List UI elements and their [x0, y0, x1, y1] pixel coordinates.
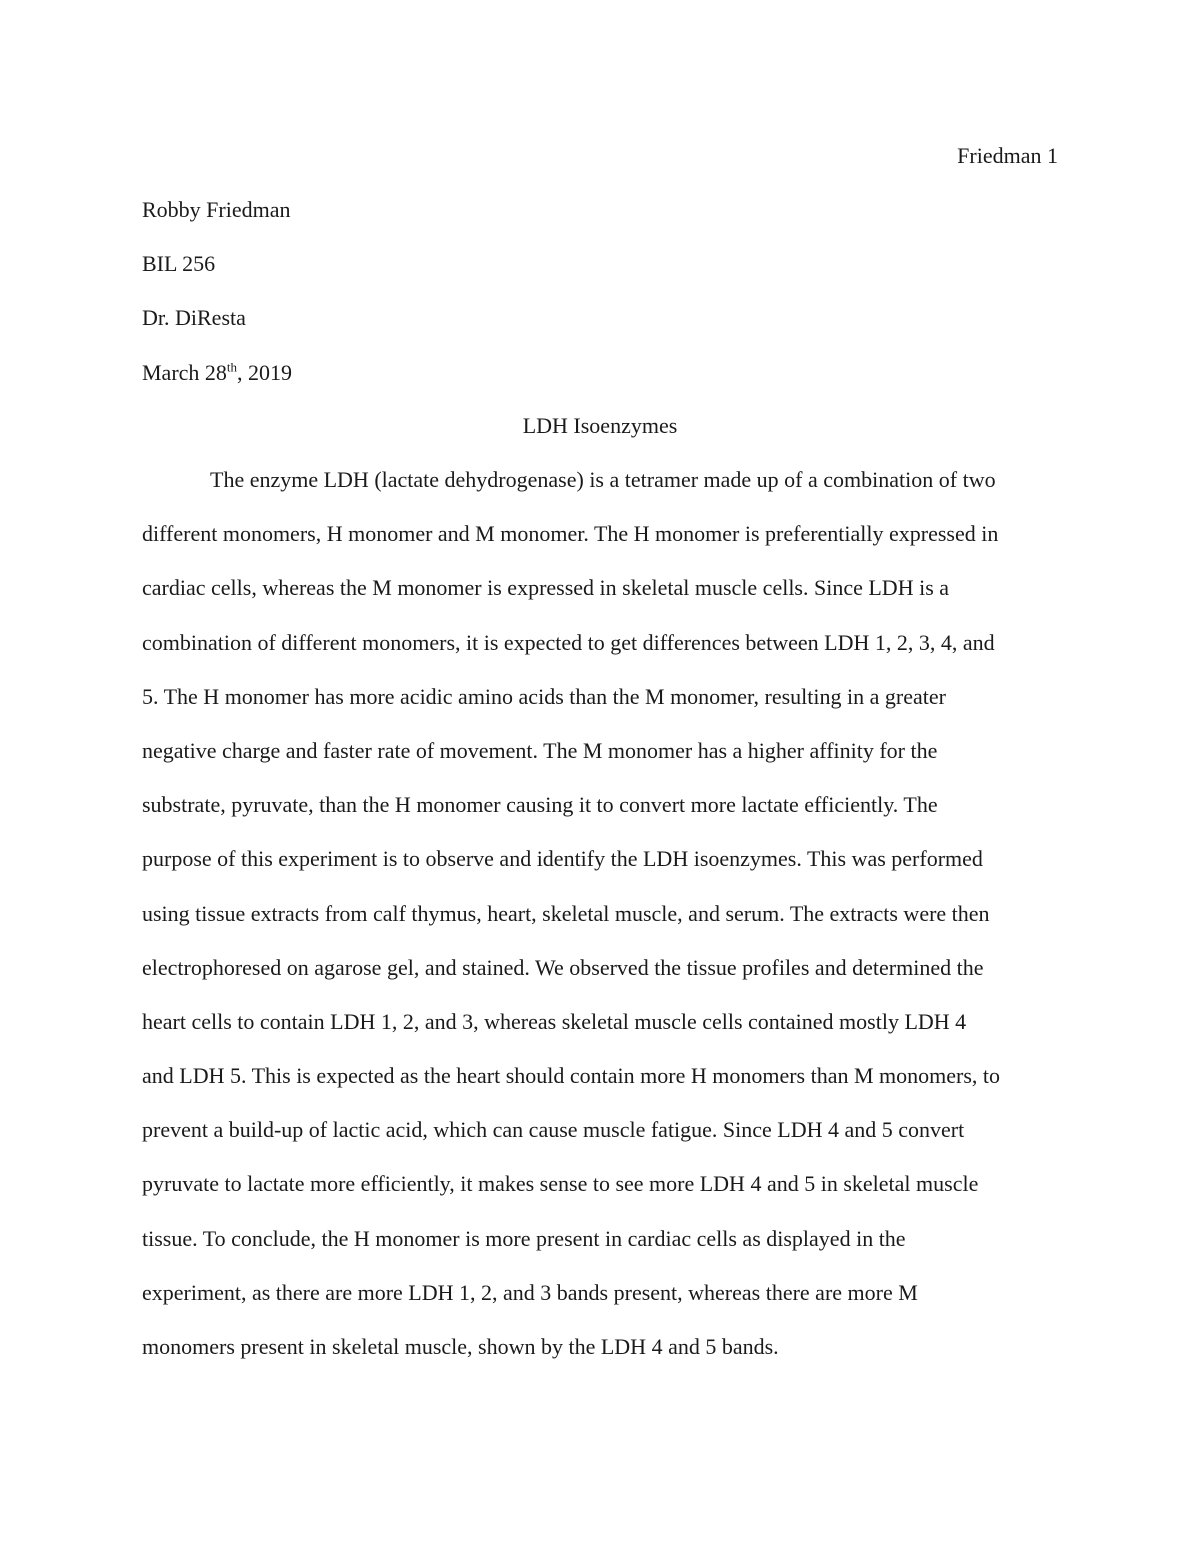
body-line: experiment, as there are more LDH 1, 2, and 3 bands present, whereas there are more M [142, 1279, 918, 1305]
body-line: purpose of this experiment is to observe and identify the LDH isoenzymes. This was performed [142, 846, 983, 872]
date-line [142, 359, 1062, 413]
course-name: BIL 256 [142, 251, 216, 277]
instructor-name: Dr. DiResta [142, 305, 246, 331]
body-line: monomers present in skeletal muscle, shown by the LDH 4 and 5 bands. [142, 1334, 779, 1359]
body-line: prevent a build-up of lactic acid, which can cause muscle fatigue. Since LDH 4 and 5 convert [142, 1117, 965, 1143]
mla-heading [142, 196, 1062, 413]
body-line: substrate, pyruvate, than the H monomer causing it to convert more lactate efficiently. The [142, 792, 938, 818]
body-line: heart cells to contain LDH 1, 2, and 3, whereas skeletal muscle cells contained mostly LDH 4 [142, 1008, 967, 1034]
date-ordinal-suffix: th [226, 359, 238, 375]
body-line: different monomers, H monomer and M monomer. The H monomer is preferentially expressed in [142, 521, 999, 547]
document-title: LDH Isoenzymes [522, 413, 678, 438]
body-line: negative charge and faster rate of movement. The M monomer has a higher affinity for the [142, 737, 938, 763]
body-paragraph [142, 466, 1062, 1387]
body-line: and LDH 5. This is expected as the heart should contain more H monomers than M monomers, to [142, 1063, 1001, 1089]
body-line: The enzyme LDH (lactate dehydrogenase) is a tetramer made up of a combination of two [210, 467, 996, 492]
author-name: Robby Friedman [142, 197, 291, 222]
body-line: combination of different monomers, it is expected to get differences between LDH 1, 2, 3, 4, and [142, 629, 995, 655]
date-main: March 28 [142, 359, 227, 385]
body-line: using tissue extracts from calf thymus, heart, skeletal muscle, and serum. The extracts were then [142, 900, 990, 926]
body-line: tissue. To conclude, the H monomer is more present in cardiac cells as displayed in the [142, 1225, 906, 1251]
body-line: pyruvate to lactate more efficiently, it makes sense to see more LDH 4 and 5 in skeletal muscle [142, 1171, 979, 1197]
body-line: cardiac cells, whereas the M monomer is expressed in skeletal muscle cells. Since LDH is a [142, 575, 950, 601]
body-line: electrophoresed on agarose gel, and stained. We observed the tissue profiles and determined the [142, 954, 984, 980]
running-head: Friedman 1 [957, 143, 1058, 168]
date-year: , 2019 [237, 359, 293, 385]
body-line: 5. The H monomer has more acidic amino acids than the M monomer, resulting in a greater [142, 683, 946, 709]
